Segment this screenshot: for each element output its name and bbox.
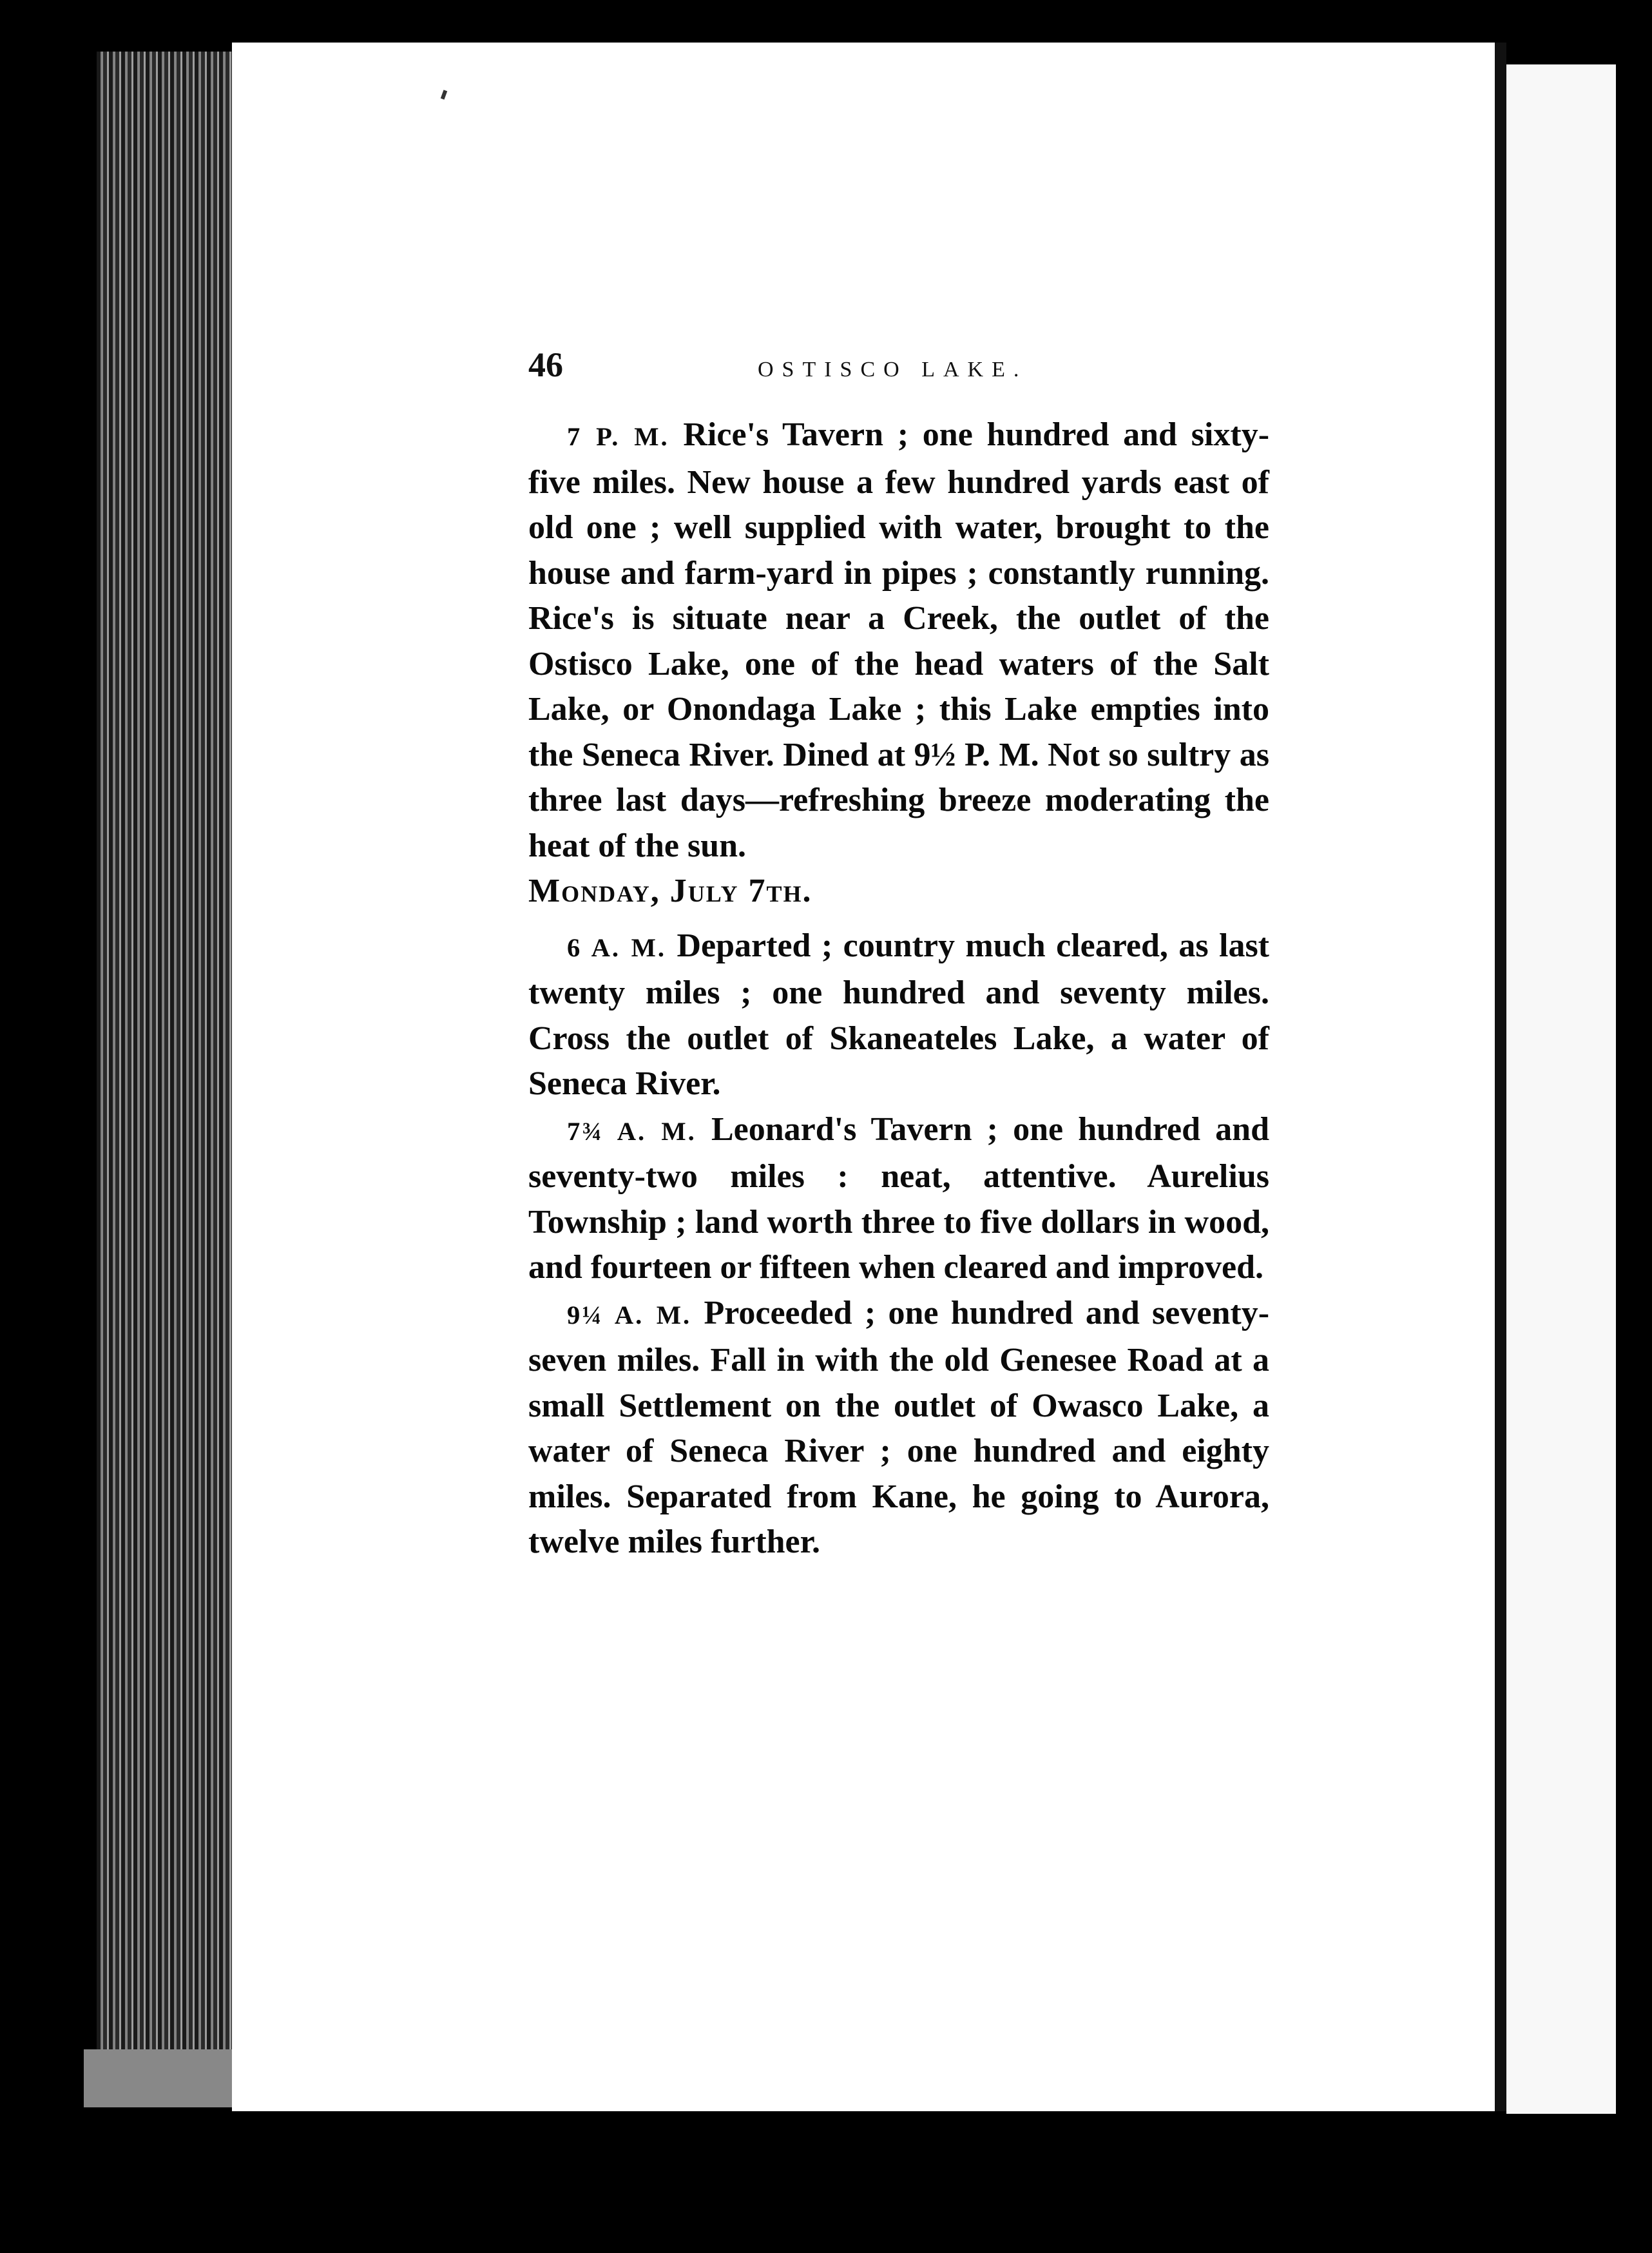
book-page-edges xyxy=(97,52,235,2104)
facing-page xyxy=(1506,64,1616,2114)
book-edge-base xyxy=(84,2049,238,2107)
entry-text: Leonard's Tavern ; one hundred and seventy-two miles : neat, attentive. Aurelius Township ; land worth three to five dollars in wood, and fourteen or fifteen when cleared and improved. xyxy=(528,1110,1270,1286)
paragraph-entry-3 xyxy=(528,1107,1269,1291)
page-number: 46 xyxy=(528,345,563,384)
page-gutter xyxy=(1495,43,1506,2111)
running-head xyxy=(528,345,1276,390)
paragraph-entry-2 xyxy=(528,923,1269,1107)
entry-time: 7 P. M. xyxy=(567,422,669,451)
entry-time: 7¾ A. M. xyxy=(567,1116,696,1146)
entry-text: Departed ; country much cleared, as last twenty miles ; one hundred and seventy miles. Cross the outlet of Skaneateles Lake, a water of Seneca River. xyxy=(528,927,1270,1102)
entry-text: Rice's Tavern ; one hundred and sixty-five miles. New house a few hundred yards east of old one ; well supplied with water, brought to the house and farm-yard in pipes ; constantly running. Rice's is situate near a Creek, the outlet of the Ostisco Lake, one of the head waters of the Salt Lake, or Onondaga Lake ; this Lake empties into the Seneca River. Dined at 9½ P. M. Not so sultry as three last days—refreshing breeze moderating the heat of the sun. xyxy=(528,416,1270,864)
paragraph-entry-1 xyxy=(528,412,1269,869)
page-body xyxy=(528,412,1269,1565)
header-title: OSTISCO LAKE. xyxy=(758,358,1028,382)
date-heading: Monday, July 7th. xyxy=(528,873,812,909)
entry-text: Proceeded ; one hundred and seventy-seven miles. Fall in with the old Genesee Road at a small Settlement on the outlet of Owasco Lake, a water of Seneca River ; one hundred and eighty miles. Separated from Kane, he going to Aurora, twelve miles further. xyxy=(528,1294,1270,1560)
entry-time: 6 A. M. xyxy=(567,933,667,962)
paragraph-entry-4 xyxy=(528,1291,1269,1565)
entry-time: 9¼ A. M. xyxy=(567,1300,692,1330)
